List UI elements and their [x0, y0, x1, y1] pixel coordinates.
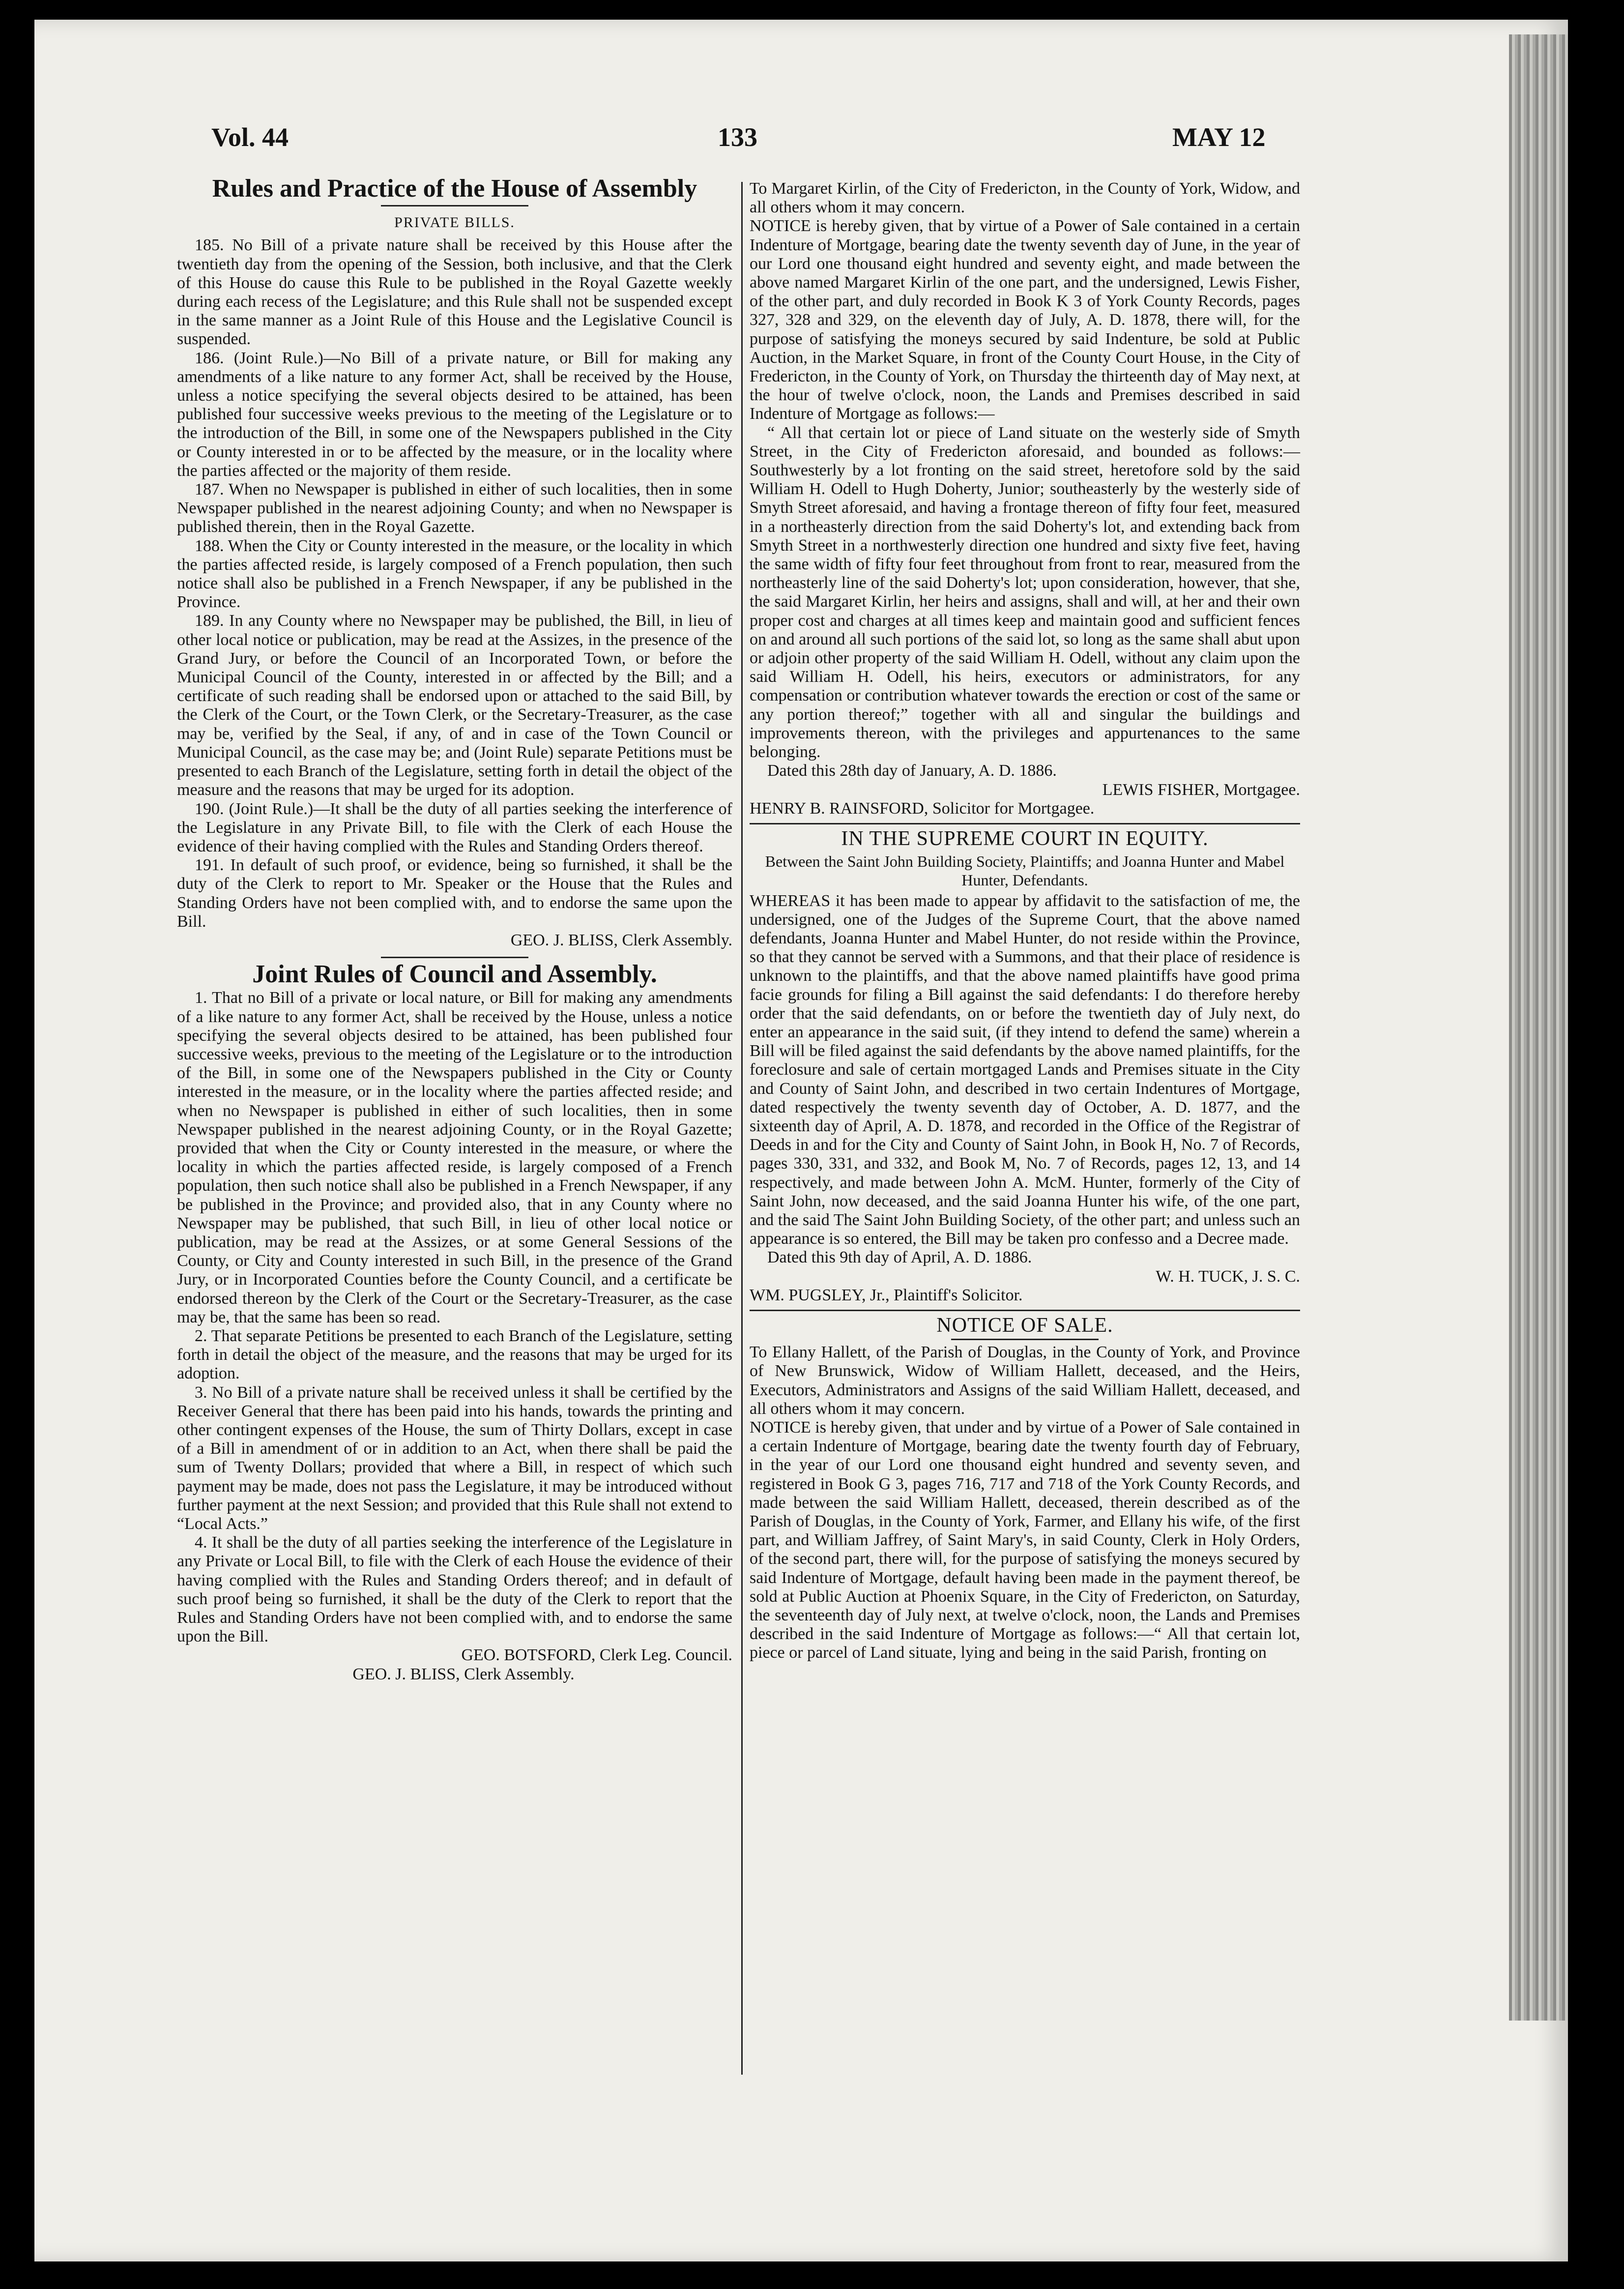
page-edge-stack	[1509, 34, 1568, 2021]
mortgage-description: “ All that certain lot or piece of Land situate on the westerly side of Smyth Street, in the City of Fredericton aforesaid, and bounded as follows:—Southwesterly by a lot fronting on the said street, heretofore sold by the said William H. Odell to Hugh Doherty, Junior; southeasterly by the westerly side of Smyth Street aforesaid, and having a frontage thereon of fifty four feet, measured in a northeasterly direction from the said Doherty's lot, and extending back from Smyth Street in a northwesterly direction one hundred and sixty five feet, having the same width of fifty four feet throughout from front to rear, measured from the northeasterly line of the said Doherty's lot; upon consideration, however, that she, the said Margaret Kirlin, her heirs and assigns, shall and will, at her and their own proper cost and charges at all times keep and maintain good and sufficient fences on and around all such portions of the said lot, so long as the same shall abut upon or adjoin other property of the said William H. Odell, without any claim upon the said William H. Odell, his heirs, executors or administrators, for any compensation or contribution whatever towards the erection or cost of the same or any portion thereof;” together with all and singular the buildings and improvements thereon, with the privileges and appurtenances to the same belonging.	[750, 423, 1300, 762]
mortgage-signature-solicitor: HENRY B. RAINSFORD, Solicitor for Mortgagee.	[750, 799, 1095, 818]
mortgage-addressee: To Margaret Kirlin, of the City of Fredericton, in the County of York, Widow, and all others whom it may concern.	[750, 179, 1300, 217]
rule-188: 188. When the City or County interested in the measure, or the locality in which the parties affected reside, is largely composed of a French population, then such notice shall also be published in a French Newspaper, if any be published in the Province.	[177, 536, 732, 612]
column-divider	[741, 182, 743, 2075]
joint-signature-council: GEO. BOTSFORD, Clerk Leg. Council.	[461, 1646, 732, 1665]
joint-rule-4: 4. It shall be the duty of all parties seeking the interference of the Legislature in any Private or Local Bill, to file with the Clerk of each House the evidence of their having complied with the Rules and Standing Orders thereof; and in default of such proof being so furnished, it shall be the duty of the Clerk to report that the Rules and Standing Orders have not been complied with, and to endorse the same upon the Bill.	[177, 1533, 732, 1646]
mortgage-signature-mortgagee: LEWIS FISHER, Mortgagee.	[1102, 780, 1300, 799]
joint-rules-title: Joint Rules of Council and Assembly.	[252, 960, 657, 989]
rule-187: 187. When no Newspaper is published in either of such localities, then in some Newspaper published in the nearest adjoining County; and when no Newspaper is published therein, then in the Royal Gazette.	[177, 480, 732, 536]
notice-divider	[750, 1310, 1300, 1311]
equity-body: WHEREAS it has been made to appear by affidavit to the satisfaction of me, the undersigned, one of the Judges of the Supreme Court, that the above named defendants, Joanna Hunter and Mabel Hunter, do not reside within the Province, so that they cannot be served with a Summons, and that their place of residence is unknown to the plaintiffs, and that the above named plaintiffs have good prima facie grounds for filing a Bill against the said defendants: I do therefore hereby order that the said defendants, on or before the twentieth day of July next, do enter an appearance in the said suit, (if they intend to defend the same) wherein a Bill will be filed against the said defendants by the above named plaintiffs, for the foreclosure and sale of certain mortgaged Lands and Premises situate in the City and County of Saint John, and described in two certain Indentures of Mortgage, dated respectively the twenty seventh day of October, A. D. 1877, and the sixteenth day of April, A. D. 1878, and recorded in the Office of the Registrar of Deeds in and for the City and County of Saint John, in Book H, No. 7 of Records, pages 330, 331, and 332, and Book M, No. 7 of Records, pages 12, 13, and 14 respectively, and made between John A. McM. Hunter, formerly of the City of Saint John, now deceased, and the said Joanna Hunter his wife, of the one part, and the said The Saint John Building Society, of the other part; and unless such an appearance is so entered, the Bill may be taken pro confesso and a Decree made.	[750, 891, 1300, 1248]
page-number: 133	[718, 122, 757, 152]
volume-number: Vol. 44	[211, 122, 289, 152]
rule-divider	[381, 205, 528, 206]
rule-189: 189. In any County where no Newspaper may be published, the Bill, in lieu of other local notice or publication, may be read at the Assizes, in the presence of the Grand Jury, or before the Council of an Incorporated Town, or before the Municipal Council of the County, interested in or affected by the Bill; and a certificate of such reading shall be endorsed upon or attached to the said Bill, by the Clerk of the Court, or the Town Clerk, or the Secretary-Treasurer, as the case may be, verified by the Seal, if any, of and in case of the Town Council or Municipal Council, as the case may be; and (Joint Rule) separate Petitions must be presented to each Branch of the Legislature, setting forth in detail the object of the measure and the reasons that may be urged for its adoption.	[177, 612, 732, 799]
equity-signature-solicitor: WM. PUGSLEY, Jr., Plaintiff's Solicitor.	[750, 1286, 1023, 1304]
joint-signature-assembly: GEO. J. BLISS, Clerk Assembly.	[352, 1665, 575, 1683]
notice-divider	[750, 823, 1300, 824]
joint-rule-1: 1. That no Bill of a private or local nature, or Bill for making any amendments of a like nature to any former Act, shall be received by the House, unless a notice specifying the several objects desired to be attained, has been published four successive weeks, previous to the meeting of the Legislature or to the introduction of the Bill, in some one of the Newspapers published in the City or County interested in the measure, or in the locality where the parties affected reside; and when no Newspaper is published in either of such localities, then in some Newspaper published in the nearest adjoining County, or in the Royal Gazette; provided that when the City or County interested in the measure, or where the locality in which the parties affected reside, is largely composed of a French population, then such notice shall also be published in a French Newspaper, if any be published in the Province; and provided also, that in any County where no Newspaper may be published, that such Bill, in lieu of other local notice or publication, may be read at the Assizes, or at some General Sessions of the County, or City and County interested in such Bill, in the presence of the Grand Jury, or in Incorporated Counties before the County Council, and a certificate be endorsed thereon by the Clerk of the Court or the Secretary-Treasurer, as the case may be, that the same has been so read.	[177, 989, 732, 1326]
equity-title: IN THE SUPREME COURT IN EQUITY.	[841, 827, 1209, 850]
mortgage-body: NOTICE is hereby given, that by virtue of a Power of Sale contained in a certain Indenture of Mortgage, bearing date the twenty seventh day of June, in the year of our Lord one thousand eight hundred and seventy eight, and made between the above named Margaret Kirlin of the one part, and the undersigned, Lewis Fisher, of the other part, and duly recorded in Book K 3 of York County Records, pages 327, 328 and 329, on the eleventh day of July, A. D. 1878, there will, for the purpose of satisfying the moneys secured by said Indenture, be sold at Public Auction, in the Market Square, in front of the County Court House, in the City of Fredericton, in the County of York, on Thursday the thirteenth day of May next, at the hour of twelve o'clock, noon, the Lands and Premises described in said Indenture of Mortgage as follows:—	[750, 217, 1300, 423]
rule-185: 185. No Bill of a private nature shall be received by this House after the twentieth day from the opening of the Session, both inclusive, and that the Clerk of this House do cause this Rule to be published in the Royal Gazette weekly during each recess of the Legislature; and this Rule shall not be suspended except in the same manner as a Joint Rule of this House and the Legislative Council is suspended.	[177, 236, 732, 349]
rule-190: 190. (Joint Rule.)—It shall be the duty of all parties seeking the interference of the Legislature in any Private Bill, to file with the Clerk of each House the evidence of their having complied with the Rules and Standing Orders thereof.	[177, 799, 732, 855]
joint-rule-3: 3. No Bill of a private nature shall be received unless it shall be certified by the Receiver General that there has been paid into his hands, towards the printing and other contingent expenses of the House, the sum of Thirty Dollars, except in case of a Bill in amendment of or in addition to an Act, when there shall be paid the sum of Twenty Dollars; provided that where a Bill, in respect of which such payment may be made, does not pass the Legislature, it may be introduced without further payment at the next Session; and provided that this Rule shall not extend to “Local Acts.”	[177, 1383, 732, 1533]
joint-rule-2: 2. That separate Petitions be presented to each Branch of the Legislature, setting forth in detail the object of the measure, and the reasons that may be urged for its adoption.	[177, 1326, 732, 1383]
equity-dated: Dated this 9th day of April, A. D. 1886.	[767, 1248, 1032, 1267]
mortgage-dated: Dated this 28th day of January, A. D. 1886.	[767, 762, 1057, 780]
issue-date: MAY 12	[1172, 122, 1266, 152]
equity-signature-judge: W. H. TUCK, J. S. C.	[1156, 1267, 1300, 1286]
left-column	[177, 175, 732, 1684]
right-column	[750, 179, 1300, 1663]
section-divider	[381, 957, 528, 958]
rules-title: Rules and Practice of the House of Assembly	[212, 175, 697, 203]
sale-title: NOTICE OF SALE.	[936, 1314, 1113, 1337]
sale-addressee: To Ellany Hallett, of the Parish of Douglas, in the County of York, and Province of New Brunswick, Widow of William Hallett, deceased, and the Heirs, Executors, Administrators and Assigns of the said William Hallett, deceased, and all others whom it may concern.	[750, 1343, 1300, 1418]
equity-parties: Between the Saint John Building Society, Plaintiffs; and Joanna Hunter and Mabel Hunter, Defendants.	[765, 852, 1285, 889]
sale-body: NOTICE is hereby given, that under and by virtue of a Power of Sale contained in a certain Indenture of Mortgage, bearing date the twenty fourth day of February, in the year of our Lord one thousand eight hundred and seventy seven, and registered in Book G 3, pages 716, 717 and 718 of the York County Records, and made between the said William Hallett, deceased, therein described as of the Parish of Douglas, in the County of York, Farmer, and Ellany his wife, of the first part, and William Jaffrey, of Saint Mary's, in said County, Clerk in Holy Orders, of the second part, there will, for the purpose of satisfying the moneys secured by said Indenture of Mortgage, default having been made in the payment thereof, be sold at Public Auction at Phoenix Square, in the City of Fredericton, on Saturday, the seventeenth day of July next, at twelve o'clock, noon, the Lands and Premises described in the said Indenture of Mortgage as follows:—“ All that certain lot, piece or parcel of Land situate, lying and being in the said Parish, fronting on	[750, 1418, 1300, 1662]
title-underline	[951, 1339, 1099, 1340]
rules-signature: GEO. J. BLISS, Clerk Assembly.	[510, 931, 732, 949]
rule-186: 186. (Joint Rule.)—No Bill of a private nature, or Bill for making any amendments of a like nature to any former Act, shall be received by the House, unless a notice specifying the several objects desired to be attained, has been published four successive weeks previous to the meeting of the Legislature or to the introduction of the Bill, in some one of the Newspapers published in the City or County interested in or to be affected by the measure, or in the locality where the parties affected or the majority of them reside.	[177, 349, 732, 480]
rules-subtitle: PRIVATE BILLS.	[394, 214, 515, 231]
rule-191: 191. In default of such proof, or evidence, being so furnished, it shall be the duty of the Clerk to report to Mr. Speaker or the House that the Rules and Standing Orders have not been complied with, and to endorse the same upon the Bill.	[177, 856, 732, 931]
